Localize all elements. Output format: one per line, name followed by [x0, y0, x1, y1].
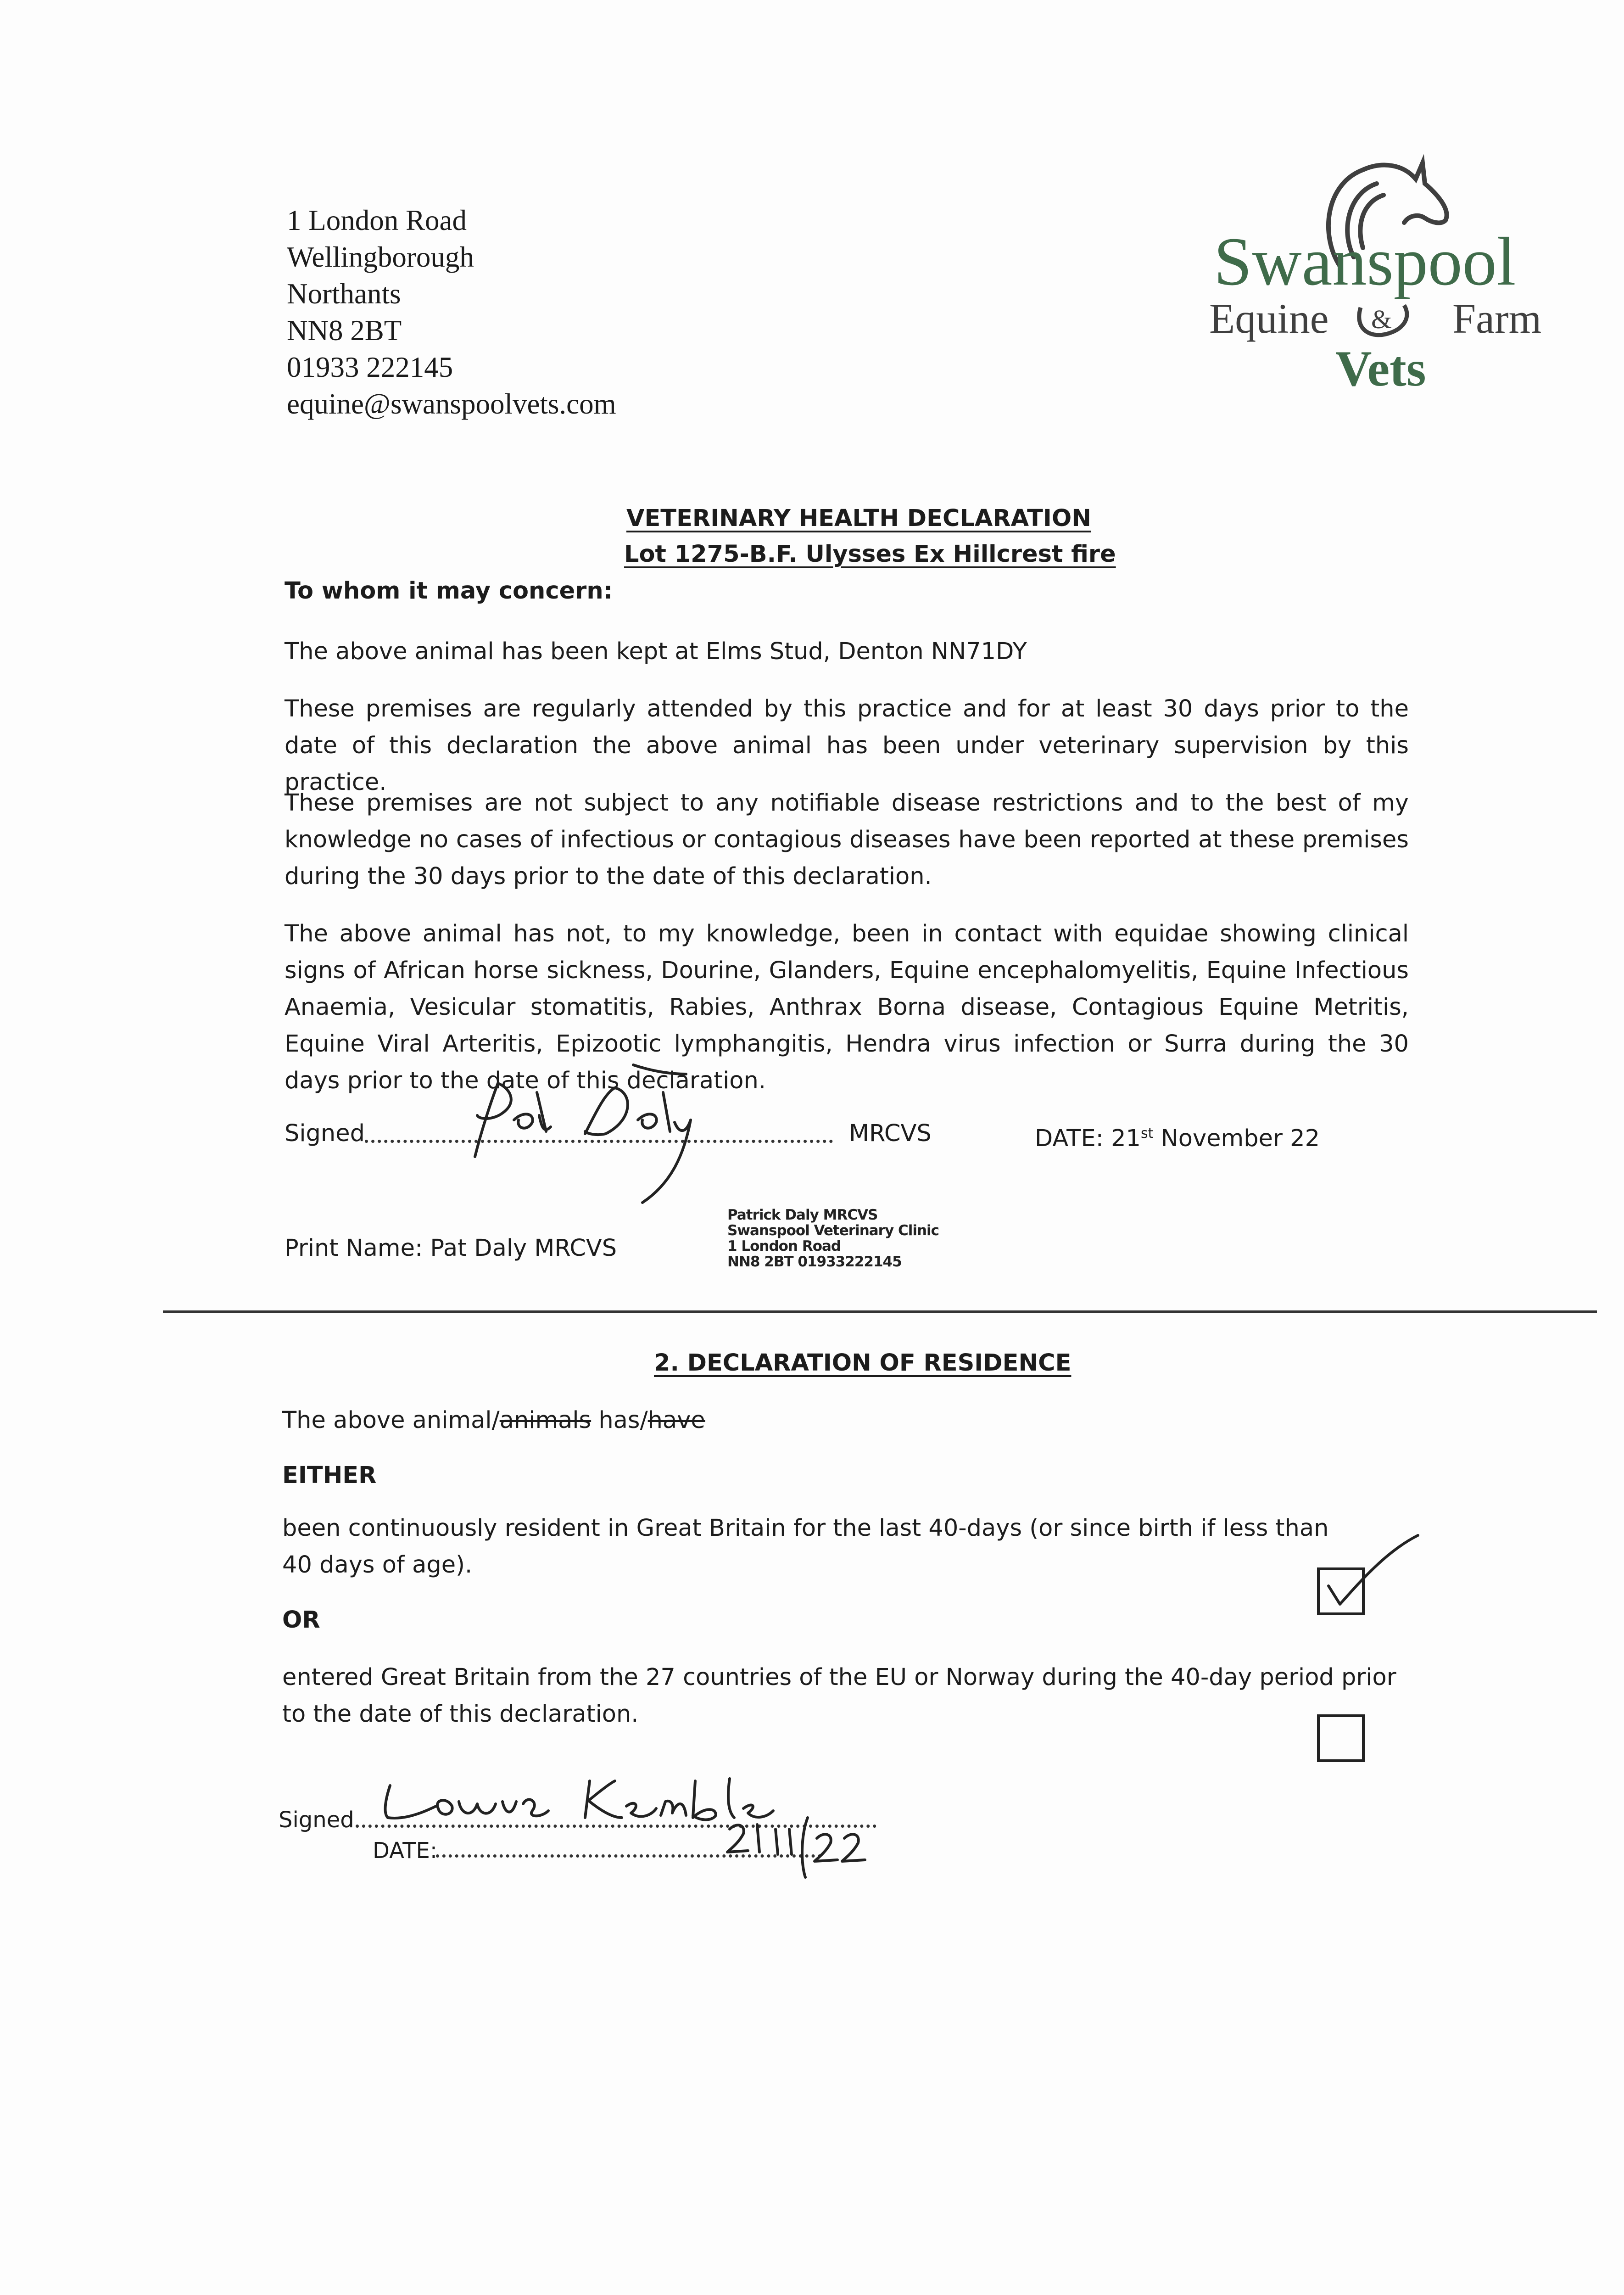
declaration-para-3: These premises are not subject to any notifiable disease restrictions and to the best of my knowledge no cases of infectious or contagious diseases have been reported at these premises during the 30 days prior to the date of this declaration. — [285, 789, 1409, 890]
print-name: Print Name: Pat Daly MRCVS — [285, 1235, 617, 1262]
logo-name: Swanspool — [1214, 224, 1516, 300]
vet-signature-line — [365, 1140, 833, 1143]
declaration-title: VETERINARY HEALTH DECLARATION — [626, 505, 1091, 532]
owner-date-label: DATE: — [373, 1838, 438, 1864]
section-divider — [163, 1310, 1597, 1313]
owner-signature — [385, 1779, 773, 1819]
residence-intro-b: has/ — [591, 1407, 648, 1434]
lot-line: Lot 1275-B.F. Ulysses Ex Hillcrest fire — [624, 541, 1116, 568]
or-label: OR — [282, 1606, 320, 1634]
swanspool-logo — [1202, 151, 1569, 399]
option-2-checkbox[interactable] — [1317, 1714, 1365, 1762]
logo-right-word: Farm — [1452, 295, 1542, 342]
vet-date-label: DATE: 21 — [1035, 1125, 1141, 1152]
declaration-para-2: These premises are regularly attended by this practice and for at least 30 days prior to the date of this declaration the above animal has been under veterinary supervision by this practice. — [285, 695, 1409, 796]
logo-amp: & — [1371, 304, 1392, 334]
address-line-1: 1 London Road — [287, 204, 467, 236]
vet-date-rest: November 22 — [1153, 1125, 1320, 1152]
residence-option-1: been continuously resident in Great Britain for the last 40-days (or since birth if less than 40 days of age). — [282, 1515, 1329, 1579]
stamp-line-3: 1 London Road — [727, 1238, 841, 1254]
stamp-line-2: Swanspool Veterinary Clinic — [727, 1222, 939, 1239]
logo-left-word: Equine — [1209, 295, 1329, 342]
practice-address — [287, 202, 616, 422]
stamp-line-4: NN8 2BT 01933222145 — [727, 1254, 902, 1270]
residence-intro-struck-1: animals — [499, 1407, 592, 1434]
owner-signature-line — [356, 1825, 876, 1828]
owner-date-line — [436, 1854, 821, 1858]
residence-title: 2. DECLARATION OF RESIDENCE — [654, 1349, 1072, 1377]
residence-intro-a: The above animal/ — [282, 1407, 500, 1434]
address-phone: 01933 222145 — [287, 351, 453, 383]
address-line-3: Northants — [287, 278, 401, 310]
residence-intro-struck-2: have — [647, 1407, 705, 1434]
vet-date — [1035, 1115, 1320, 1157]
vet-signed-label: Signed — [285, 1120, 365, 1147]
practice-stamp — [727, 1207, 939, 1270]
owner-signed-label: Signed — [279, 1807, 354, 1833]
declaration-para-4: The above animal has not, to my knowledge, been in contact with equidae showing clinical signs of African horse sickness, Dourine, Glanders, Equine encephalomyelitis, Equine Infectious Anaemia, Vesicular stomatitis, Rabies, Anthrax Borna disease, Contagious Equine Metritis, Equine Viral Arteritis, Epizootic lymphangitis, Hendra virus infection or Surra during the 30 days prior to the date of this declaration. — [285, 920, 1409, 1094]
stamp-line-1: Patrick Daly MRCVS — [727, 1207, 878, 1223]
residence-option-2: entered Great Britain from the 27 countries of the EU or Norway during the 40-day period prior to the date of this declaration. — [282, 1664, 1396, 1728]
option-1-checkbox[interactable] — [1317, 1567, 1365, 1615]
logo-bottom-word: Vets — [1335, 341, 1426, 397]
residence-intro — [282, 1402, 705, 1439]
vet-date-suffix: st — [1140, 1125, 1154, 1142]
either-label: EITHER — [282, 1462, 377, 1489]
vet-mrcvs-label: MRCVS — [849, 1120, 932, 1147]
address-postcode: NN8 2BT — [287, 314, 402, 347]
address-line-2: Wellingborough — [287, 241, 474, 273]
salutation: To whom it may concern: — [285, 577, 613, 605]
declaration-para-1: The above animal has been kept at Elms Stud, Denton NN71DY — [285, 638, 1027, 665]
address-email: equine@swanspoolvets.com — [287, 388, 616, 420]
